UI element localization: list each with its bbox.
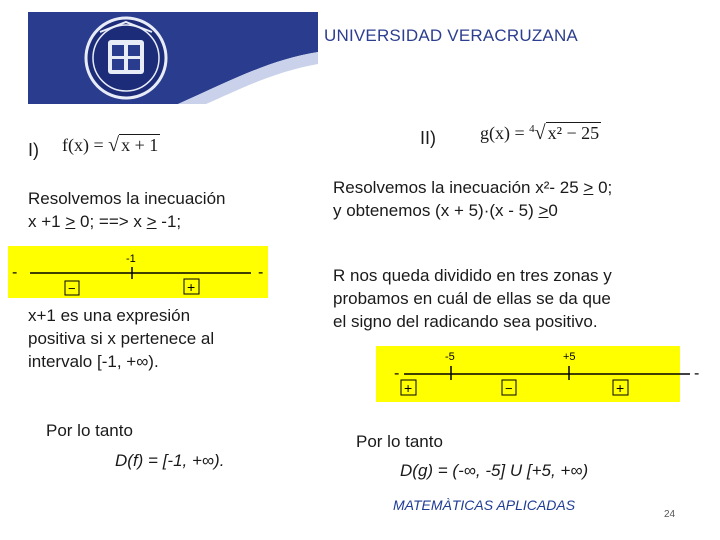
page-number: 24 <box>664 509 676 520</box>
university-banner <box>28 12 318 104</box>
function-f: f(x) = √ x + 1 <box>62 134 159 156</box>
university-title: UNIVERSIDAD VERACRUZANA <box>324 26 578 45</box>
right-p1-line2: y obtenemos (x + 5)·(x - 5) >0 <box>333 201 558 220</box>
function-g-radicand: x² − 25 <box>547 123 600 143</box>
number-line-g <box>376 344 708 404</box>
number-line-f-minus-left: - <box>12 264 18 281</box>
left-p1-line2: x +1 > 0; ==> x > -1; <box>28 212 182 231</box>
number-line-f-sign-left: − <box>68 281 76 296</box>
number-line-g-sign-3: + <box>616 380 625 396</box>
function-g-index: 4 <box>529 123 535 135</box>
number-line-g-tick-1-label: -5 <box>445 351 455 363</box>
function-g-lhs: g(x) = <box>480 123 530 143</box>
number-line-f-highlight <box>8 246 268 298</box>
left-conclusion-line1: Por lo tanto <box>46 421 133 440</box>
function-f-radicand: x + 1 <box>121 135 159 155</box>
left-p2-line1: x+1 es una expresión <box>28 306 191 325</box>
right-p1-line1: Resolvemos la inecuación x²- 25 > 0; <box>333 178 613 197</box>
number-line-f <box>4 246 268 300</box>
right-p2-line3: el signo del radicando sea positivo. <box>333 312 598 331</box>
number-line-f-tick-label: -1 <box>126 253 136 265</box>
left-p1-line1: Resolvemos la inecuación <box>28 189 226 208</box>
function-g: g(x) = $^4$√ x² − 25 <box>480 122 600 144</box>
left-p2-line3: intervalo [-1, +∞). <box>28 352 159 371</box>
part-one-label: I) <box>28 140 39 160</box>
domain-g: D(g) = (-∞, -5] U [+5, +∞) <box>400 461 589 480</box>
number-line-g-minus-right: - <box>694 365 700 382</box>
course-footer: MATEMÀTICAS APLICADAS <box>393 497 576 513</box>
right-p2-line1: R nos queda dividido en tres zonas y <box>333 266 612 285</box>
university-seal-icon <box>86 18 166 98</box>
function-f-lhs: f(x) = <box>62 135 109 155</box>
number-line-f-sign-right: + <box>187 279 196 295</box>
left-paragraph-1 <box>28 187 226 233</box>
right-conclusion-line1: Por lo tanto <box>356 432 443 451</box>
left-paragraph-2 <box>28 304 214 373</box>
right-paragraph-2 <box>333 264 612 333</box>
number-line-f-minus-right: - <box>258 264 264 281</box>
number-line-g-minus-left: - <box>394 365 400 382</box>
left-p2-line2: positiva si x pertenece al <box>28 329 215 348</box>
domain-f: D(f) = [-1, +∞). <box>115 451 225 470</box>
right-paragraph-1 <box>333 176 612 222</box>
right-p2-line2: probamos en cuál de ellas se da que <box>333 289 611 308</box>
part-two-label: II) <box>420 128 436 148</box>
number-line-g-sign-2: − <box>505 381 513 396</box>
number-line-g-sign-1: + <box>404 380 413 396</box>
number-line-g-tick-2-label: +5 <box>563 351 576 363</box>
